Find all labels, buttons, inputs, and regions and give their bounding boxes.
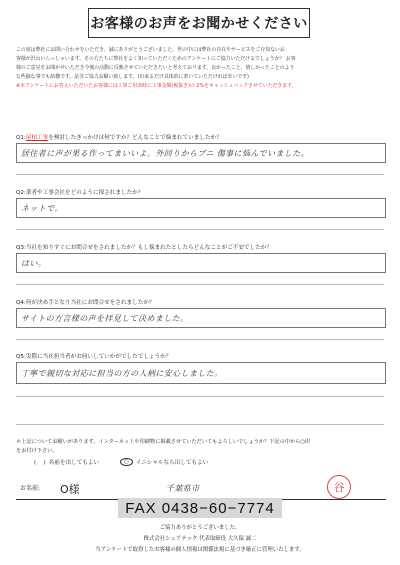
option-full-name[interactable] [34,458,99,466]
question-2 [16,188,143,196]
intro-line: 客様が沢山いらっしゃいます。その方たちに弊社をよく知っていただくためのアンケートにご協力いただけるでしょうか？ お客 [16,56,296,62]
company-seal-icon: 谷 [327,475,351,499]
answer-text: サイトの方言様の声を拝見して決めました。 [21,314,189,323]
question-number: Q1: [16,135,26,141]
question-text: 業者や工事会社をどのように探されましたか？ [25,190,144,196]
question-number: Q4: [16,300,26,306]
answer-line [16,339,384,340]
option-label: 名前を出してもよい [48,460,100,466]
answer-line [16,396,384,397]
question-text: 当社を知りすぐにお問合せをされましたか？もし悩まれたとしたらどんなことがご不安でしたか？ [25,245,272,251]
consent-text [16,438,386,456]
answer-field-5[interactable] [16,362,386,384]
answer-field-4[interactable] [16,308,386,328]
question-3 [16,243,272,251]
question-text: 実際に当社担当者がお伺いしていかがでしたでしょうか？ [25,354,172,360]
page-title: お客様のお声をお聞かせください [88,8,310,38]
answer-text: 居住者に声が果る作ってまいいよ。外回りからブニ 傷事に悩んでいました。 [21,149,310,158]
answer-field-2[interactable] [16,198,386,218]
privacy-text: 当アンケートで取得したお客様の個人情報は関係法規に基づき厳正に管理いたします。 [95,547,305,553]
answer-field-3[interactable] [16,253,386,273]
intro-text [16,46,384,91]
answer-line [16,424,384,425]
thanks-text: ご協力ありがとうございました。 [159,525,241,531]
intro-line: この度は弊社にお問い合わせをいただき、誠にありがとうございました。世の中には弊社の存在やサービスをご存知ないお [16,47,285,53]
answer-text: ネットで。 [21,204,63,213]
answer-field-1[interactable] [16,143,386,163]
paren-open: ( ) [34,460,46,466]
answer-text: はい。 [21,259,47,268]
company-text: 株式会社シェアテック 代表取締役 大久保 誠二 [143,536,257,542]
question-1 [16,133,222,141]
question-number: Q5: [16,354,26,360]
cashback-note: ※本アンケートにお答えいただいたお客様には工事ご用命時に工事金額(税抜き)の 2%をキャッシュバックさせていただきます。 [16,83,297,89]
consent-line: ＊上記についてお願いがあります。インターネットや印刷物に掲載させていただいてもよろしいでしょうか？下記の中から○印 [16,439,311,445]
name-value[interactable]: O様 [60,483,80,496]
question-5 [16,352,171,360]
question-text: 何が決め手となり当社にお問合せをされましたか？ [25,300,155,306]
fax-number: FAX 0438−60−7774 [118,498,282,518]
name-label: お名前: [20,485,41,492]
question-4 [16,298,155,306]
answer-line [16,284,384,285]
handwritten-location: 千葉県市 [166,484,200,493]
question-number: Q2: [16,190,26,196]
intro-line: 様のご意見をお聞かせいただき今後の活動に反映させていただきたいと考えております。良かったこと、嬉しかったことのよう [16,65,295,71]
question-text: を検討したきっかけは何ですか？どんなことで悩まれていましたか？ [48,135,222,141]
question-highlight: 屋根工事 [25,135,49,141]
intro-line: な些細な事でも結構です。是非ご協力お願い致します。(出来るだけ具体的に書いていただければ幸いです) [16,74,249,80]
consent-line: をお付け下さい。 [16,448,58,454]
answer-text: 丁寧で親切な対応に担当の方の人柄に安心しました。 [21,369,223,378]
question-number: Q3: [16,245,26,251]
option-label: イニシャルなら出してもよい [135,460,209,466]
option-initials[interactable] [120,458,208,466]
circled-choice: ○ [120,458,133,466]
answer-line [16,229,384,230]
answer-line [16,174,384,175]
